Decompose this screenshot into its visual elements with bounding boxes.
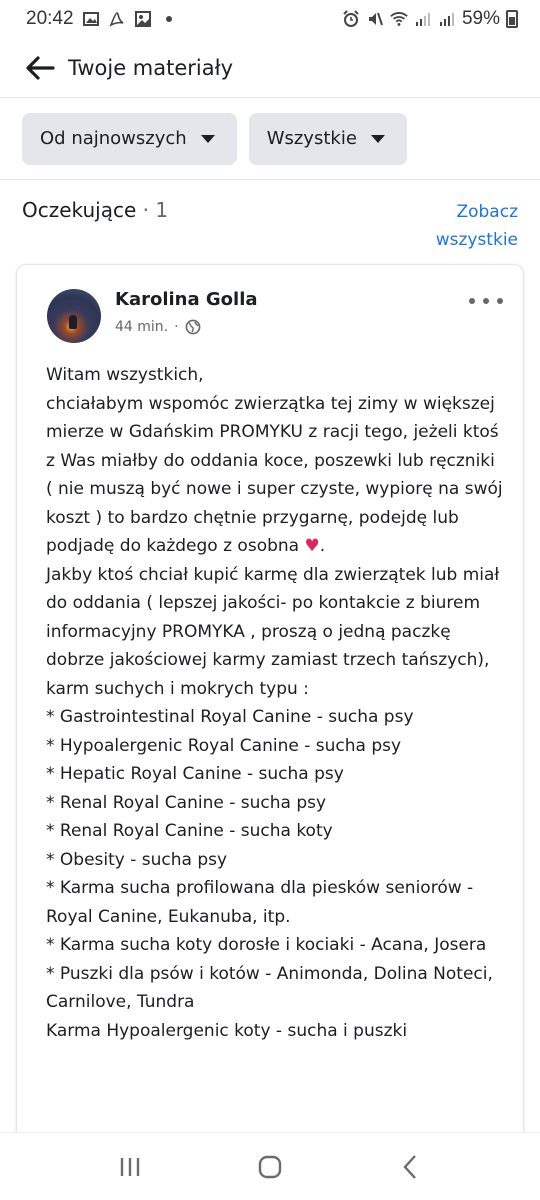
home-icon <box>257 1154 283 1180</box>
dot-icon <box>160 10 178 28</box>
status-right <box>342 8 518 30</box>
system-back-button[interactable] <box>380 1137 440 1197</box>
wifi-icon <box>390 10 408 28</box>
header <box>0 38 540 98</box>
caret-down-icon <box>201 135 215 143</box>
post-text: Witam wszystkich, chciałabym wspomóc zwierzątka tej zimy w większej mierze w Gdańskim PROMYKU z racji tego, jeżeli ktoś z Was miałby do oddania koce, poszewki lub ręczniki ( nie muszą być nowe i super czyste, wypiorę na swój koszt ) to bardzo chętnie przygarnę, podejdę lub podjadę do każdego z osobna <box>46 365 503 556</box>
post-paragraph: Jakby ktoś chciał kupić karmę dla zwierzątek lub miał do oddania ( lepszej jakości- po kontakcie z biurem informacyjny PROMYKA , proszą o jedną paczkę dobrze jakościowej karmy zamiast trzech tańszych), karm suchych i mokrych typu : * Gastrointestinal Royal Canine - sucha psy * Hypoalergenic Royal Canine - sucha psy * Hepatic Royal Canine - sucha psy * Renal Royal Canine - sucha psy * Renal Royal Canine - sucha koty * Obesity - sucha psy * Karma sucha profilowana dla piesków seniorów - Royal Canine, Eukanuba, itp. * Karma sucha koty dorosłe i kociaki - Acana, Josera * Puszki dla psów i kotów - Animonda, Dolina Noteci, Carnilove, Tundra Karma Hypoalergenic koty - sucha i puszki <box>46 564 500 1041</box>
see-all-link[interactable]: Zobacz wszystkie <box>435 202 518 250</box>
post-card <box>16 264 524 1144</box>
heart-emoji: ♥ <box>304 536 320 556</box>
pending-section <box>0 180 540 1200</box>
status-time: 20:42 <box>26 8 74 29</box>
pdf-icon <box>108 10 126 28</box>
post-author[interactable]: Karolina Golla <box>115 289 258 310</box>
home-button[interactable] <box>240 1137 300 1197</box>
more-dot <box>483 298 489 304</box>
page-title: Twoje materiały <box>68 55 234 80</box>
type-dropdown-label: Wszystkie <box>266 128 357 149</box>
type-dropdown[interactable] <box>249 113 407 165</box>
back-icon <box>401 1154 419 1180</box>
system-nav-bar <box>0 1132 540 1200</box>
filter-bar <box>0 98 540 180</box>
post-time[interactable]: 44 min. <box>115 319 169 335</box>
status-left <box>26 8 178 30</box>
post-body <box>46 361 506 1045</box>
recent-apps-button[interactable] <box>100 1137 160 1197</box>
alarm-icon <box>342 10 360 28</box>
battery-icon <box>506 10 518 28</box>
sort-dropdown-label: Od najnowszych <box>40 128 187 149</box>
sort-dropdown[interactable] <box>22 113 237 165</box>
section-title-text: Oczekujące <box>22 198 137 222</box>
post-paragraph <box>46 361 506 561</box>
more-dot <box>469 298 475 304</box>
post-meta <box>115 319 201 335</box>
signal-icon <box>414 10 432 28</box>
image-icon <box>134 10 152 28</box>
caret-down-icon <box>371 135 385 143</box>
recent-apps-icon <box>118 1156 142 1178</box>
gallery-icon <box>82 10 100 28</box>
status-bar <box>0 0 540 38</box>
globe-icon <box>185 319 201 335</box>
battery-percent: 59% <box>461 8 500 29</box>
arrow-left-icon <box>25 55 55 81</box>
pending-count: 1 <box>155 198 169 222</box>
more-options-button[interactable] <box>469 291 503 311</box>
mute-icon <box>366 10 384 28</box>
more-dot <box>497 298 503 304</box>
back-button[interactable] <box>10 38 70 98</box>
signal-icon <box>438 10 456 28</box>
meta-separator: · <box>174 319 179 335</box>
avatar[interactable] <box>47 289 101 343</box>
post-text-end: . <box>319 536 326 556</box>
section-separator: · <box>142 198 150 222</box>
section-title <box>22 198 168 222</box>
